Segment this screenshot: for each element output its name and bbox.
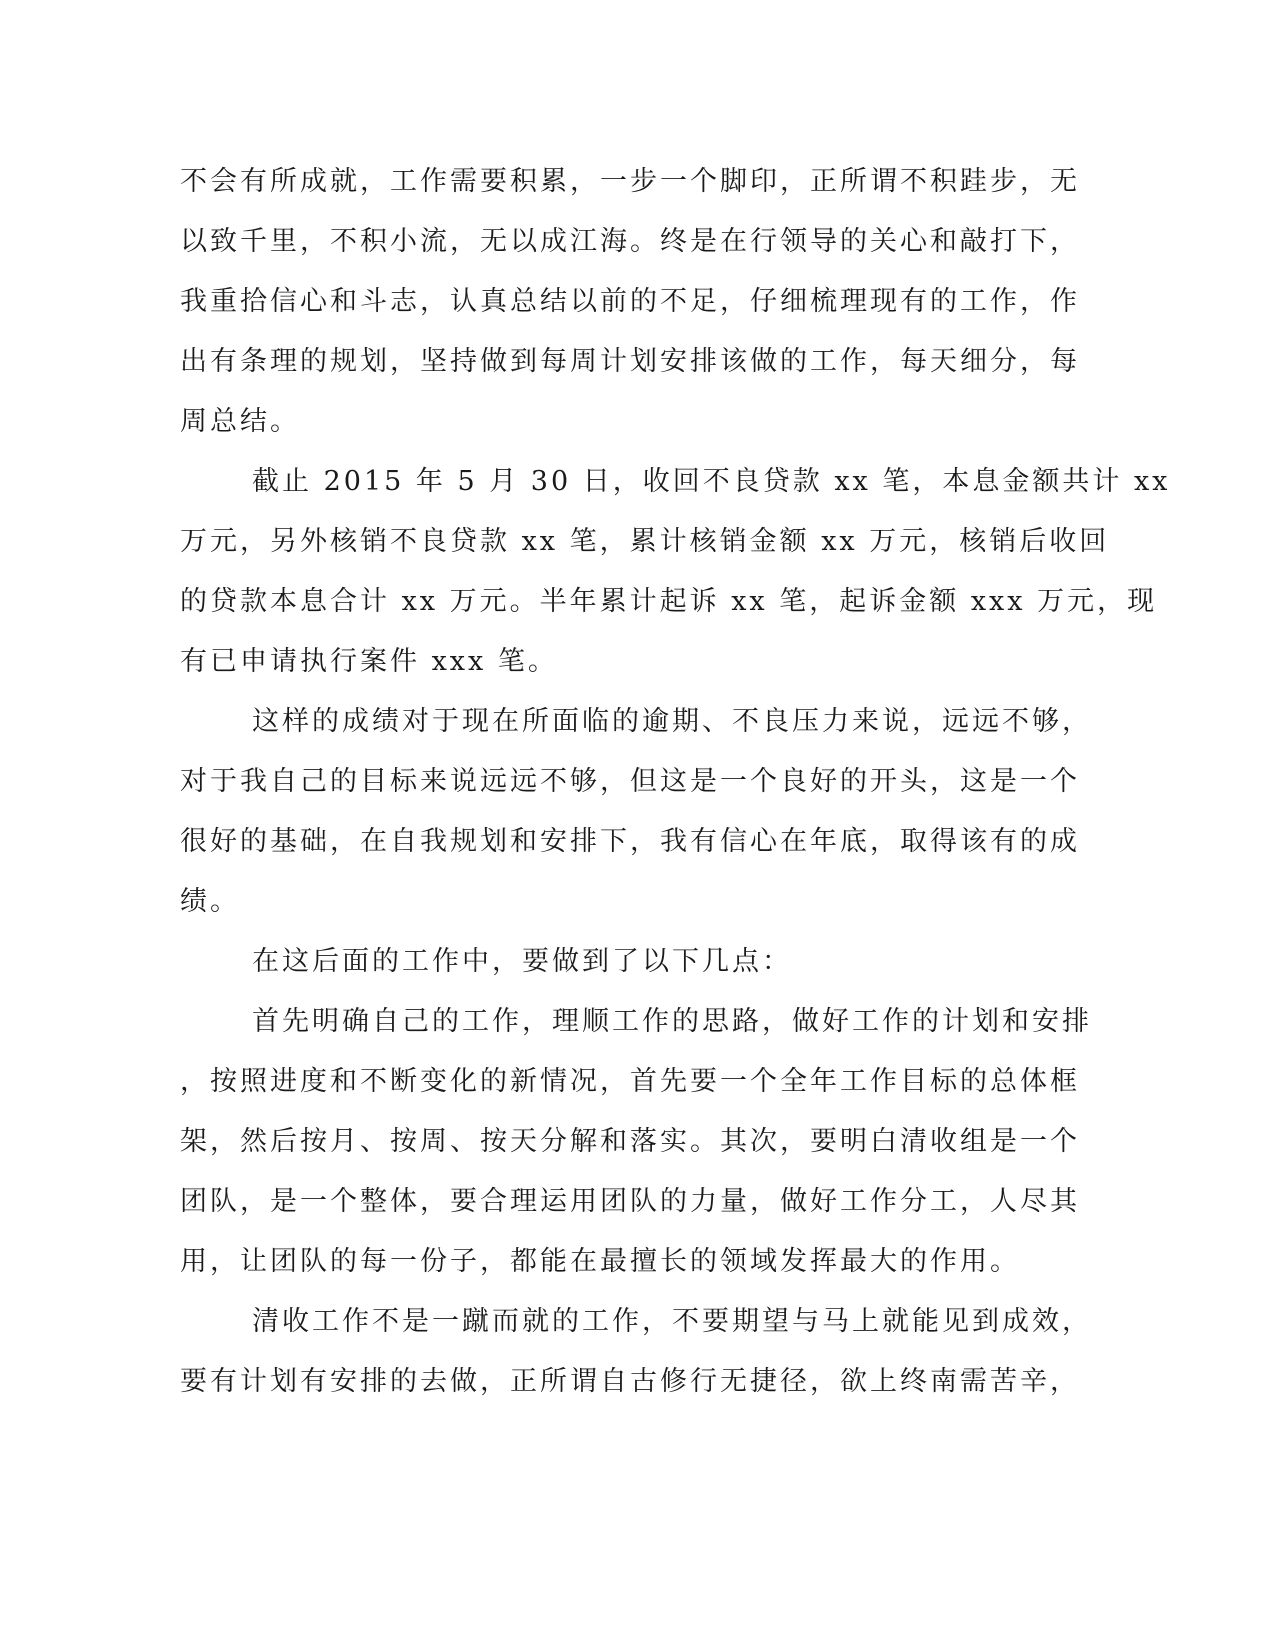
text-line: 绩。 <box>180 886 240 917</box>
text-line: 不会有所成就，工作需要积累，一步一个脚印，正所谓不积跬步，无 <box>180 166 1080 197</box>
text-line: 要有计划有安排的去做，正所谓自古修行无捷径，欲上终南需苦辛， <box>180 1366 1080 1397</box>
text-line: 的贷款本息合计 xx 万元。半年累计起诉 xx 笔，起诉金额 xxx 万元，现 <box>180 586 1158 617</box>
text-line: 对于我自己的目标来说远远不够，但这是一个良好的开头，这是一个 <box>180 766 1080 797</box>
paragraph-first-line: 清收工作不是一蹴而就的工作，不要期望与马上就能见到成效， <box>252 1306 1092 1337</box>
text-line: 用，让团队的每一份子，都能在最擅长的领域发挥最大的作用。 <box>180 1246 1020 1277</box>
text-line: 我重拾信心和斗志，认真总结以前的不足，仔细梳理现有的工作，作 <box>180 286 1080 317</box>
text-line: 以致千里，不积小流，无以成江海。终是在行领导的关心和敲打下， <box>180 226 1080 257</box>
text-line: 团队，是一个整体，要合理运用团队的力量，做好工作分工，人尽其 <box>180 1186 1080 1217</box>
text-line: 很好的基础，在自我规划和安排下，我有信心在年底，取得该有的成 <box>180 826 1080 857</box>
paragraph-first-line: 截止 2015 年 5 月 30 日，收回不良贷款 xx 笔，本息金额共计 xx <box>252 466 1171 497</box>
text-line: 出有条理的规划，坚持做到每周计划安排该做的工作，每天细分，每 <box>180 346 1080 377</box>
text-line: 架，然后按月、按周、按天分解和落实。其次，要明白清收组是一个 <box>180 1126 1080 1157</box>
document-body <box>180 158 1171 1418</box>
text-line: 周总结。 <box>180 406 300 437</box>
paragraph-first-line: 首先明确自己的工作，理顺工作的思路，做好工作的计划和安排 <box>252 1006 1092 1037</box>
paragraph-first-line: 这样的成绩对于现在所面临的逾期、不良压力来说，远远不够， <box>252 706 1092 737</box>
text-line: 有已申请执行案件 xxx 笔。 <box>180 646 558 677</box>
paragraph-first-line: 在这后面的工作中，要做到了以下几点： <box>252 946 792 977</box>
text-line: 万元，另外核销不良贷款 xx 笔，累计核销金额 xx 万元，核销后收回 <box>180 526 1110 557</box>
text-line: ，按照进度和不断变化的新情况，首先要一个全年工作目标的总体框 <box>180 1066 1080 1097</box>
